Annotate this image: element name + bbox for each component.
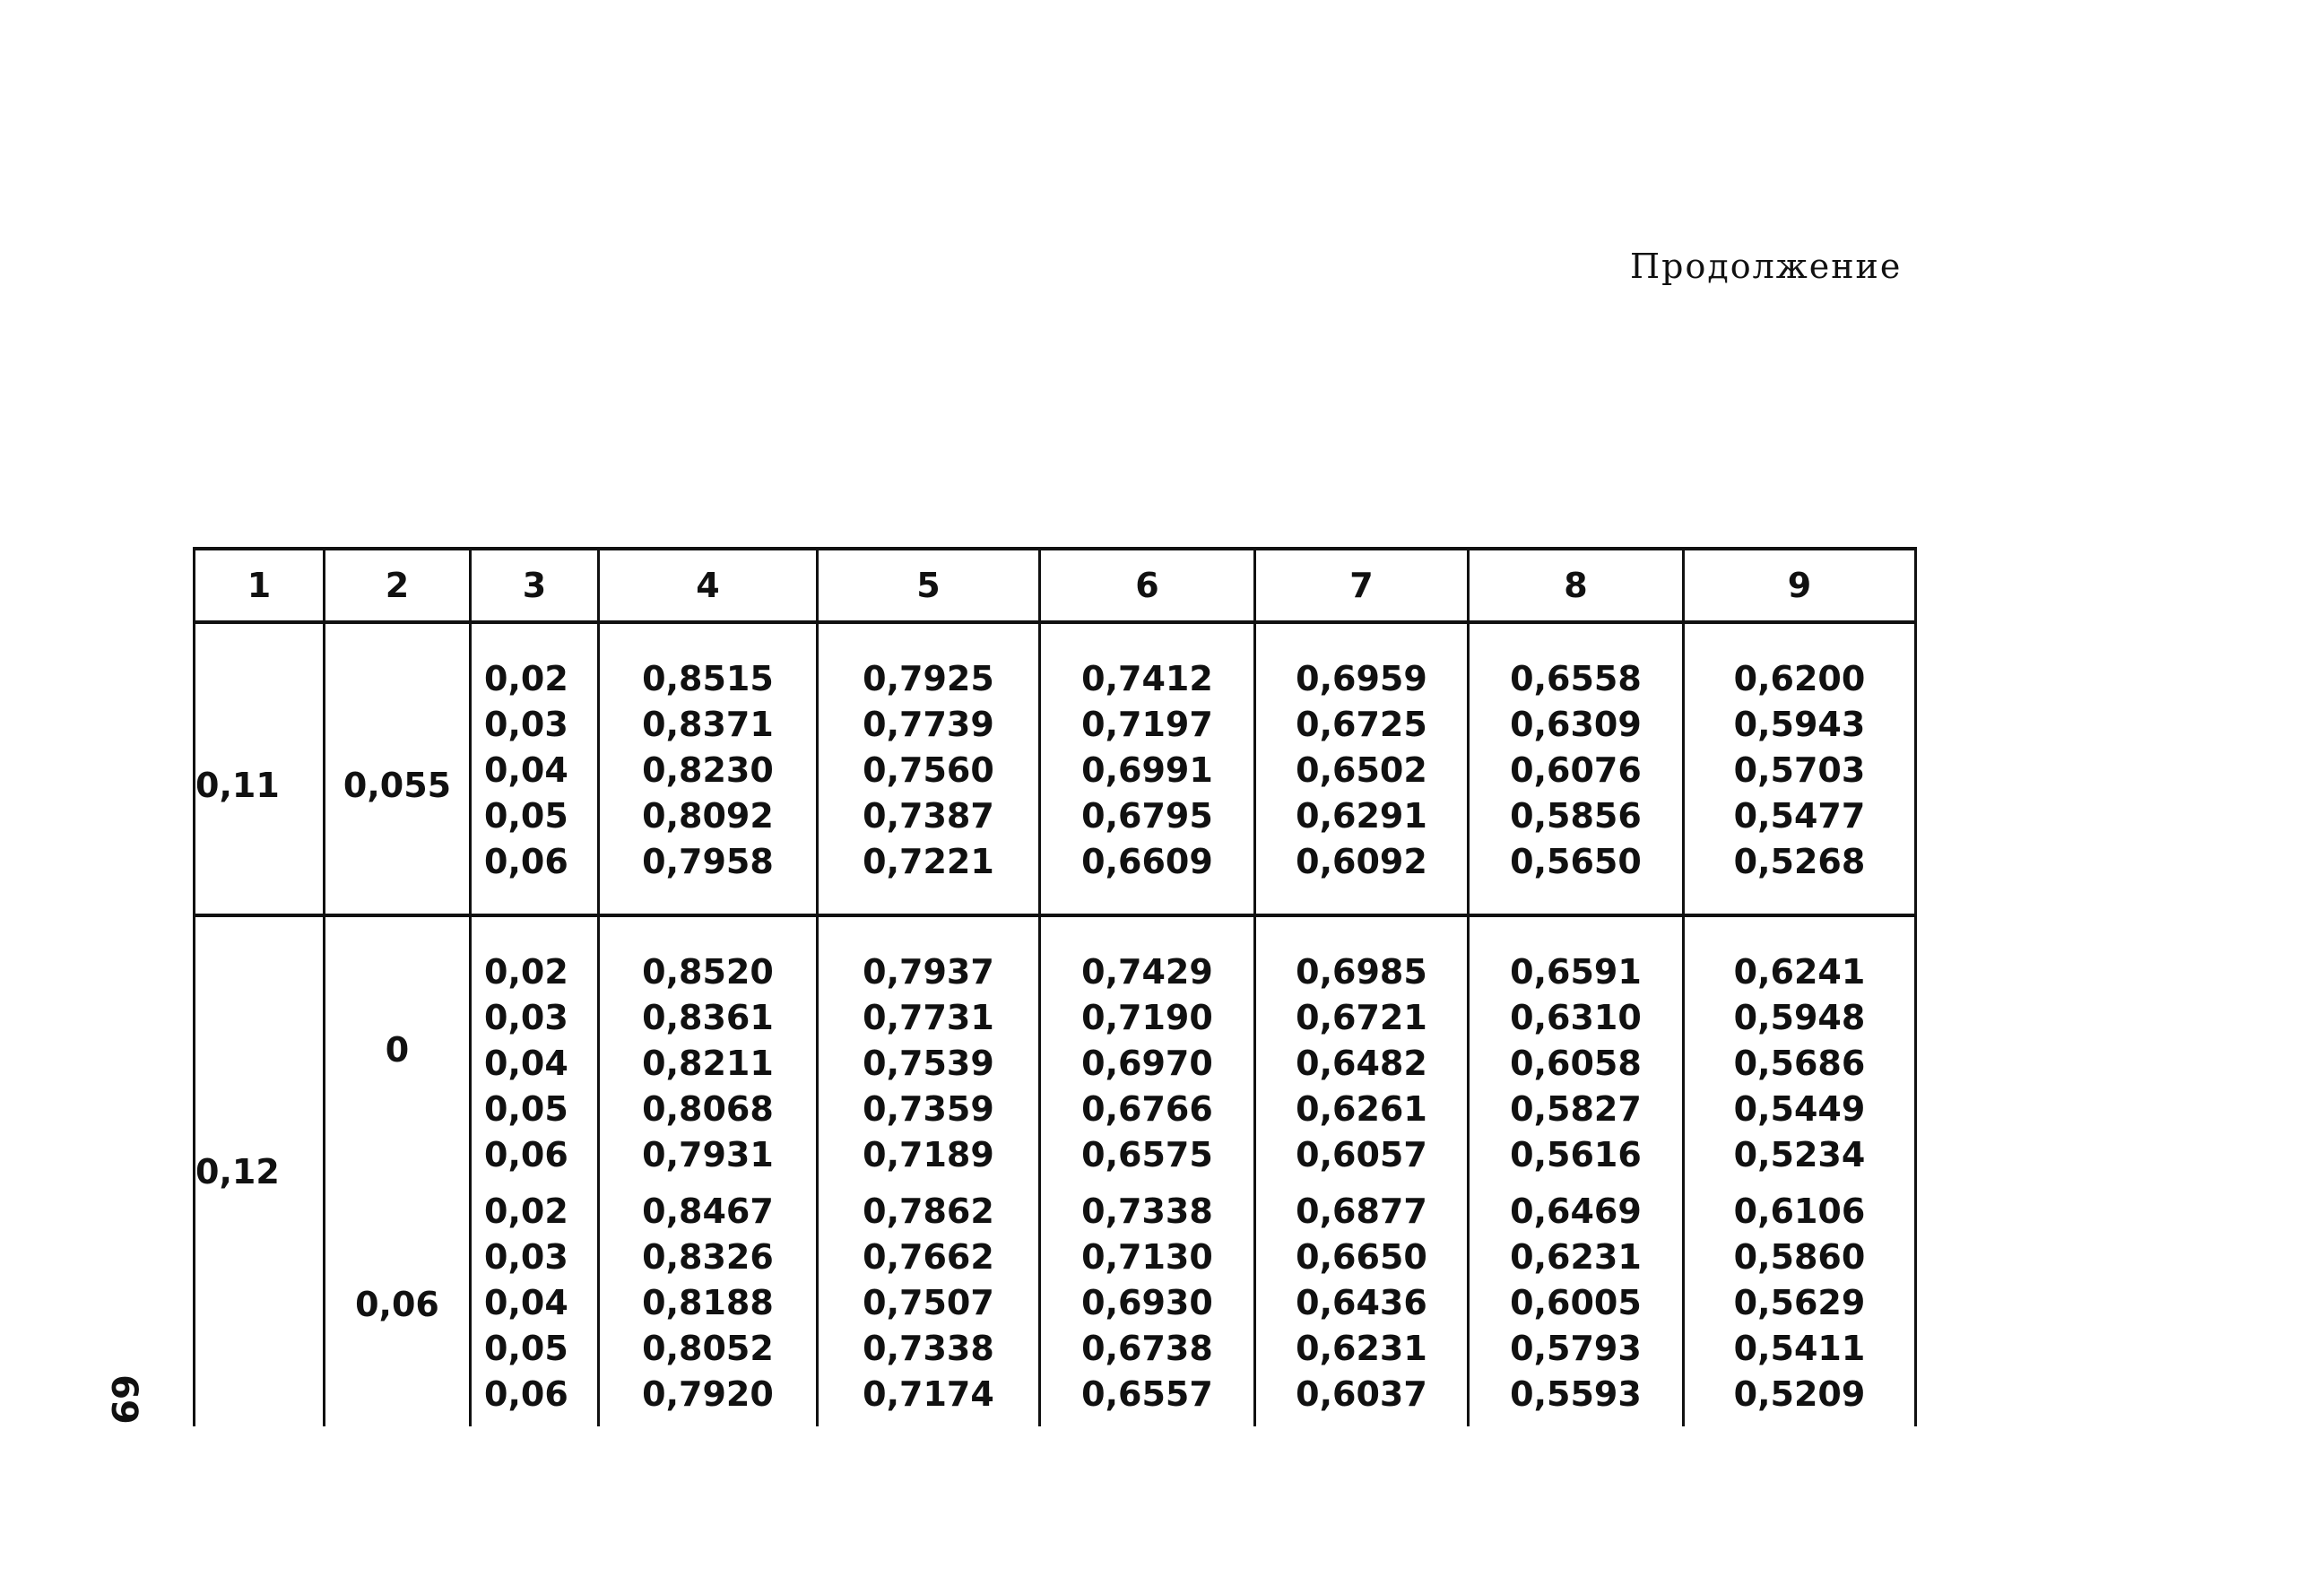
list-item: 0,6557 <box>1081 1374 1213 1414</box>
list-item: 0,7190 <box>1081 998 1213 1037</box>
list-item: 0,6241 <box>1733 952 1866 992</box>
list-item: 0,5449 <box>1733 1089 1866 1129</box>
list-item: 0,5827 <box>1510 1089 1642 1129</box>
column-header: 6 <box>1040 549 1255 622</box>
list-item: 0,6725 <box>1296 705 1427 744</box>
list-item: 0,6092 <box>1296 842 1427 881</box>
list-item: 0,7387 <box>863 796 994 836</box>
list-item: 0,6959 <box>1296 659 1427 698</box>
list-item: 0,5629 <box>1733 1283 1866 1322</box>
cell-list <box>818 915 1040 1182</box>
column-header: 1 <box>195 549 325 622</box>
list-item: 0,5209 <box>1733 1374 1866 1414</box>
list-item: 0,7920 <box>642 1374 774 1414</box>
list-item: 0,05 <box>484 796 568 836</box>
list-item: 0,6005 <box>1510 1283 1642 1322</box>
cell-list <box>1040 622 1255 915</box>
list-item: 0,6575 <box>1081 1135 1213 1174</box>
list-item: 0,02 <box>484 659 568 698</box>
list-item: 0,06 <box>484 1374 568 1414</box>
cell-list <box>1469 915 1684 1182</box>
list-item: 0,5856 <box>1510 796 1642 836</box>
page-number: 69 <box>103 1374 144 1425</box>
cell-list <box>471 915 599 1182</box>
list-item: 0,6076 <box>1510 750 1642 790</box>
cell-list <box>599 915 818 1182</box>
list-item: 0,6058 <box>1510 1044 1642 1083</box>
list-item: 0,7739 <box>863 705 994 744</box>
list-item: 0,02 <box>484 952 568 992</box>
column-header: 4 <box>599 549 818 622</box>
list-item: 0,5477 <box>1733 796 1866 836</box>
subgroup-key-cell: 0,055 <box>325 622 471 915</box>
list-item: 0,7862 <box>863 1191 994 1231</box>
list-item: 0,7412 <box>1081 659 1213 698</box>
list-item: 0,04 <box>484 750 568 790</box>
list-item: 0,8188 <box>642 1283 774 1322</box>
column-header: 3 <box>471 549 599 622</box>
list-item: 0,6650 <box>1296 1237 1427 1277</box>
cell-list <box>1040 915 1255 1182</box>
list-item: 0,6970 <box>1081 1044 1213 1083</box>
list-item: 0,05 <box>484 1089 568 1129</box>
list-item: 0,03 <box>484 1237 568 1277</box>
list-item: 0,6310 <box>1510 998 1642 1037</box>
list-item: 0,8361 <box>642 998 774 1037</box>
data-table <box>193 547 1917 1426</box>
list-item: 0,5616 <box>1510 1135 1642 1174</box>
list-item: 0,5948 <box>1733 998 1866 1037</box>
list-item: 0,04 <box>484 1283 568 1322</box>
column-header: 5 <box>818 549 1040 622</box>
list-item: 0,8068 <box>642 1089 774 1129</box>
list-item: 0,7560 <box>863 750 994 790</box>
continuation-label: Продолжение <box>1630 247 1903 286</box>
column-header: 7 <box>1255 549 1469 622</box>
list-item: 0,8092 <box>642 796 774 836</box>
list-item: 0,7429 <box>1081 952 1213 992</box>
list-item: 0,6200 <box>1733 659 1866 698</box>
cell-list <box>599 1182 818 1426</box>
list-item: 0,6469 <box>1510 1191 1642 1231</box>
subgroup-key-cell: 0 <box>325 915 471 1182</box>
cell-list <box>599 622 818 915</box>
list-item: 0,5703 <box>1733 750 1866 790</box>
cell-list <box>1255 915 1469 1182</box>
list-item: 0,7937 <box>863 952 994 992</box>
list-item: 0,6482 <box>1296 1044 1427 1083</box>
list-item: 0,7925 <box>863 659 994 698</box>
list-item: 0,7221 <box>863 842 994 881</box>
list-item: 0,5411 <box>1733 1329 1866 1368</box>
list-item: 0,6991 <box>1081 750 1213 790</box>
cell-list <box>1255 1182 1469 1426</box>
list-item: 0,7174 <box>863 1374 994 1414</box>
list-item: 0,7189 <box>863 1135 994 1174</box>
subgroup-key-cell: 0,06 <box>325 1182 471 1426</box>
list-item: 0,7359 <box>863 1089 994 1129</box>
list-item: 0,6231 <box>1510 1237 1642 1277</box>
list-item: 0,5593 <box>1510 1374 1642 1414</box>
list-item: 0,6231 <box>1296 1329 1427 1368</box>
list-item: 0,04 <box>484 1044 568 1083</box>
cell-list <box>1469 622 1684 915</box>
table-row <box>195 622 1916 915</box>
list-item: 0,6291 <box>1296 796 1427 836</box>
list-item: 0,5650 <box>1510 842 1642 881</box>
list-item: 0,8371 <box>642 705 774 744</box>
list-item: 0,7338 <box>863 1329 994 1368</box>
list-item: 0,8515 <box>642 659 774 698</box>
list-item: 0,8211 <box>642 1044 774 1083</box>
list-item: 0,7507 <box>863 1283 994 1322</box>
list-item: 0,6877 <box>1296 1191 1427 1231</box>
list-item: 0,6985 <box>1296 952 1427 992</box>
list-item: 0,7731 <box>863 998 994 1037</box>
list-item: 0,6037 <box>1296 1374 1427 1414</box>
list-item: 0,06 <box>484 842 568 881</box>
cell-list <box>1684 915 1916 1182</box>
cell-list <box>1684 622 1916 915</box>
list-item: 0,5860 <box>1733 1237 1866 1277</box>
list-item: 0,8520 <box>642 952 774 992</box>
list-item: 0,7958 <box>642 842 774 881</box>
list-item: 0,6766 <box>1081 1089 1213 1129</box>
list-item: 0,7662 <box>863 1237 994 1277</box>
list-item: 0,6057 <box>1296 1135 1427 1174</box>
list-item: 0,03 <box>484 998 568 1037</box>
list-item: 0,6436 <box>1296 1283 1427 1322</box>
cell-list <box>1040 1182 1255 1426</box>
list-item: 0,6309 <box>1510 705 1642 744</box>
list-item: 0,7197 <box>1081 705 1213 744</box>
list-item: 0,8467 <box>642 1191 774 1231</box>
list-item: 0,7931 <box>642 1135 774 1174</box>
list-item: 0,7338 <box>1081 1191 1213 1231</box>
table-row <box>195 915 1916 1182</box>
cell-list <box>471 622 599 915</box>
cell-list <box>818 1182 1040 1426</box>
list-item: 0,5268 <box>1733 842 1866 881</box>
list-item: 0,6609 <box>1081 842 1213 881</box>
column-header: 9 <box>1684 549 1916 622</box>
group-key-cell: 0,12 <box>195 915 325 1426</box>
list-item: 0,6106 <box>1733 1191 1866 1231</box>
list-item: 0,5686 <box>1733 1044 1866 1083</box>
list-item: 0,5234 <box>1733 1135 1866 1174</box>
cell-list <box>471 1182 599 1426</box>
table-row <box>195 1182 1916 1426</box>
list-item: 0,06 <box>484 1135 568 1174</box>
list-item: 0,8326 <box>642 1237 774 1277</box>
cell-list <box>1469 1182 1684 1426</box>
list-item: 0,05 <box>484 1329 568 1368</box>
list-item: 0,6502 <box>1296 750 1427 790</box>
list-item: 0,7130 <box>1081 1237 1213 1277</box>
column-header: 8 <box>1469 549 1684 622</box>
list-item: 0,6930 <box>1081 1283 1213 1322</box>
list-item: 0,6261 <box>1296 1089 1427 1129</box>
list-item: 0,6558 <box>1510 659 1642 698</box>
list-item: 0,03 <box>484 705 568 744</box>
list-item: 0,7539 <box>863 1044 994 1083</box>
cell-list <box>1684 1182 1916 1426</box>
cell-list <box>1255 622 1469 915</box>
cell-list <box>818 622 1040 915</box>
group-key-cell: 0,11 <box>195 622 325 915</box>
list-item: 0,5943 <box>1733 705 1866 744</box>
list-item: 0,02 <box>484 1191 568 1231</box>
column-header: 2 <box>325 549 471 622</box>
list-item: 0,6738 <box>1081 1329 1213 1368</box>
list-item: 0,6795 <box>1081 796 1213 836</box>
list-item: 0,6721 <box>1296 998 1427 1037</box>
list-item: 0,8230 <box>642 750 774 790</box>
list-item: 0,6591 <box>1510 952 1642 992</box>
header-row <box>195 549 1916 622</box>
list-item: 0,5793 <box>1510 1329 1642 1368</box>
list-item: 0,8052 <box>642 1329 774 1368</box>
